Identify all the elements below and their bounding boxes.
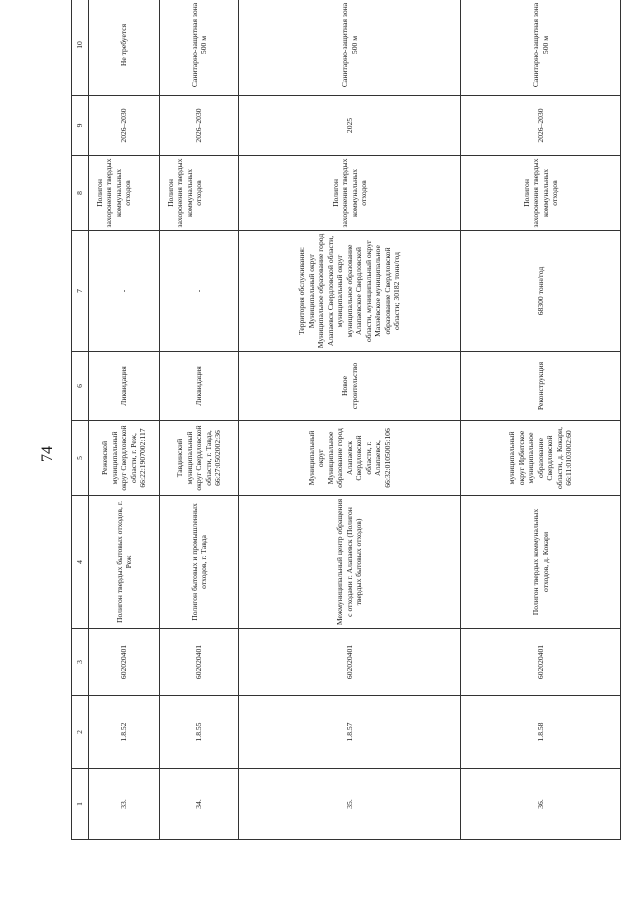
column-number: 9: [72, 96, 89, 156]
object-location: муниципальный округ Ирбитское муниципальное образование Свердловской области, д. Кокари, 66:11:0103002:60: [461, 421, 621, 496]
period: 2025: [239, 96, 461, 156]
object-name: Полигон твердых коммунальных отходов, д. Кокари: [461, 496, 621, 629]
period: 2026–2030: [160, 96, 239, 156]
sanitary-zone: Санитарно-защитная зона 500 м: [160, 0, 239, 96]
capacity: Территория обслуживания: Муниципальный округ Муниципальное образование город Алапаевск Свердловской области, муниципальный округ муниципальное образование Алапаевское Свердловской области, муниципальный округ Махнёвское муниципальное образование Свердловской области; 30182 тонн/год: [239, 231, 461, 352]
column-number: 5: [72, 421, 89, 496]
fkko-code: 602020401: [160, 629, 239, 696]
object-location: Тавдинский муниципальный округ Свердловской области, г. Тавда, 66:27:0502002:36: [160, 421, 239, 496]
object-type: Полигон захоронения твердых коммунальных отходов: [89, 156, 160, 231]
planned-action: Реконструкция: [461, 352, 621, 421]
period: 2026–2030: [461, 96, 621, 156]
column-number-row: [72, 0, 89, 840]
object-type: Полигон захоронения твердых коммунальных отходов: [461, 156, 621, 231]
object-code: 1.8.52: [89, 696, 160, 769]
object-name: Полигон бытовых и промышленных отходов, г. Тавда: [160, 496, 239, 629]
row-number: 35.: [239, 769, 461, 840]
column-number: 10: [72, 0, 89, 96]
page-number: 74: [39, 446, 56, 462]
row-number: 36.: [461, 769, 621, 840]
sanitary-zone: Санитарно-защитная зона 500 м: [239, 0, 461, 96]
object-location: Муниципальный округ Муниципальное образование город Алапаевск Свердловской области, г. Алапаевск, 66:32:0105005:106: [239, 421, 461, 496]
fkko-code: 602020401: [89, 629, 160, 696]
planned-action: Новое строительство: [239, 352, 461, 421]
table-row: [89, 0, 160, 840]
fkko-code: 602020401: [461, 629, 621, 696]
object-code: 1.8.57: [239, 696, 461, 769]
planned-action: Ликвидация: [89, 352, 160, 421]
period: 2026–2030: [89, 96, 160, 156]
column-number: 7: [72, 231, 89, 352]
column-number: 3: [72, 629, 89, 696]
object-location: Режевской муниципальный округ Свердловской области, г. Реж, 66:22:1907002:117: [89, 421, 160, 496]
object-type: Полигон захоронения твердых коммунальных отходов: [160, 156, 239, 231]
facilities-table: [71, 0, 621, 840]
table-row: [239, 0, 461, 840]
rotated-table-container: [71, 2, 617, 840]
row-number: 33.: [89, 769, 160, 840]
object-code: 1.8.55: [160, 696, 239, 769]
object-type: Полигон захоронения твердых коммунальных отходов: [239, 156, 461, 231]
sanitary-zone: Санитарно-защитная зона 500 м: [461, 0, 621, 96]
table-row: [160, 0, 239, 840]
column-number: 6: [72, 352, 89, 421]
capacity: 68300 тонн/год: [461, 231, 621, 352]
capacity: -: [160, 231, 239, 352]
planned-action: Ликвидация: [160, 352, 239, 421]
object-name: Межмуниципальный центр обращения с отходами г. Алапаевск (Полигон твердых бытовых отходов): [239, 496, 461, 629]
fkko-code: 602020401: [239, 629, 461, 696]
sanitary-zone: Не требуется: [89, 0, 160, 96]
table-row: [461, 0, 621, 840]
column-number: 2: [72, 696, 89, 769]
column-number: 1: [72, 769, 89, 840]
object-name: Полигон твердых бытовых отходов, г. Реж: [89, 496, 160, 629]
capacity: -: [89, 231, 160, 352]
row-number: 34.: [160, 769, 239, 840]
column-number: 8: [72, 156, 89, 231]
object-code: 1.8.58: [461, 696, 621, 769]
column-number: 4: [72, 496, 89, 629]
